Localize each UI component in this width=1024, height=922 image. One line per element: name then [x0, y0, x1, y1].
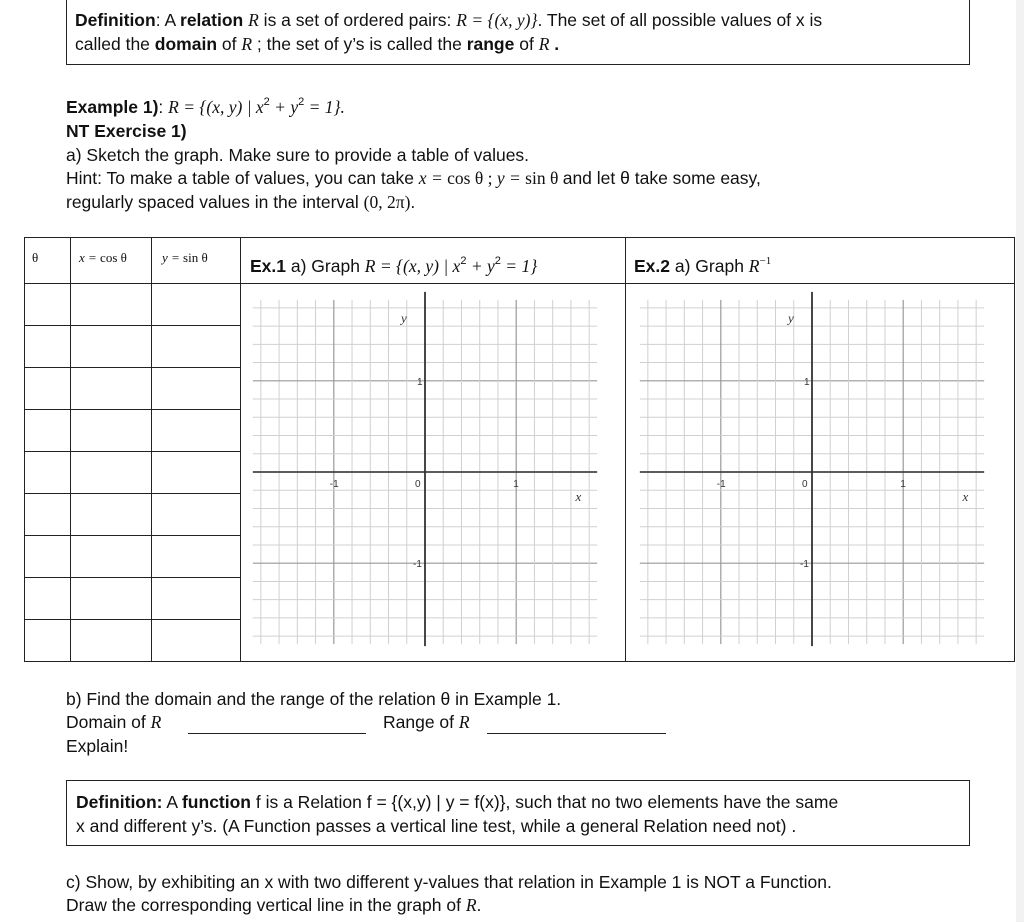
part-b: b) Find the domain and the range of the relation θ in Example 1. [66, 689, 562, 709]
exercise-title: NT Exercise 1) [66, 121, 187, 141]
tick-label-x-1: 1 [513, 479, 519, 490]
table-cell-y[interactable] [151, 619, 240, 661]
text: Draw the corresponding vertical line in the graph of [66, 895, 466, 915]
definition-function-line2: x and different y’s. (A Function passes a vertical line test, while a general Relation need not) . [76, 816, 797, 836]
table-cell-x[interactable] [70, 535, 151, 577]
header-y-sin [162, 247, 208, 269]
part-c-line2 [66, 894, 481, 916]
graph-ex2[interactable] [626, 284, 1013, 660]
text: of [514, 34, 539, 54]
tick-label-y-1: 1 [804, 376, 810, 388]
ex2-label: Ex.2 [634, 256, 670, 276]
part-c-line1: c) Show, by exhibiting an x with two different y-values that relation in Example 1 is NOT a Function. [66, 872, 832, 892]
text: : A [155, 10, 181, 30]
table-cell-y[interactable] [151, 367, 240, 409]
math: y = [162, 250, 184, 265]
math: + y [466, 256, 495, 276]
exercise-hint-line2 [66, 191, 415, 213]
exponent: −1 [759, 255, 772, 267]
table-cell-x[interactable] [70, 451, 151, 493]
text: . The set of all possible values of x is [537, 10, 823, 30]
text: f is a Relation f = {(x,y) | y = f(x)}, such that no two elements have the same [251, 792, 839, 812]
definition-relation-line2 [75, 33, 559, 55]
text: is a set of ordered pairs: [258, 10, 457, 30]
header-x-cos [79, 247, 127, 269]
exponent: 2 [298, 96, 305, 108]
math: y = [496, 168, 526, 188]
text: . [549, 34, 560, 54]
math-set: R = {(x, y)} [456, 10, 538, 30]
table-cell-x[interactable] [70, 283, 151, 325]
y-axis-label: y [788, 310, 794, 326]
range-answer-blank[interactable] [487, 733, 666, 734]
table-cell-x[interactable] [70, 409, 151, 451]
text: called the [75, 34, 155, 54]
x-axis-label: x [575, 489, 582, 504]
math: sin θ [525, 168, 563, 188]
explain-label: Explain! [66, 736, 129, 756]
table-cell-y[interactable] [151, 451, 240, 493]
text: Hint: To make a table of values, you can take [66, 168, 419, 188]
table-cell-y[interactable] [151, 409, 240, 451]
definition-function-line1 [76, 791, 838, 813]
table-cell-x[interactable] [70, 325, 151, 367]
math: R = {(x, y) | x [168, 97, 264, 117]
tick-label-y-1: 1 [417, 376, 423, 388]
ex1-header [250, 255, 537, 277]
term-function: function [181, 792, 251, 812]
math: R = {(x, y) | x [364, 256, 461, 276]
math: cos θ [100, 250, 127, 265]
ex1-label: Ex.1 [250, 256, 286, 276]
text: regularly spaced values in the interval [66, 192, 364, 212]
table-cell-theta[interactable] [24, 367, 70, 409]
text: : [158, 97, 169, 117]
text: . [476, 895, 482, 915]
math: x = [418, 168, 448, 188]
table-cell-y[interactable] [151, 535, 240, 577]
tick-label-x-neg1: -1 [329, 479, 339, 490]
term-domain: domain [154, 34, 218, 54]
table-cell-theta[interactable] [24, 451, 70, 493]
table-cell-y[interactable] [151, 283, 240, 325]
table-cell-y[interactable] [151, 493, 240, 535]
math: = 1}. [304, 97, 345, 117]
example-label: Example 1) [66, 97, 159, 117]
table-cell-x[interactable] [70, 619, 151, 661]
text: a) Graph [670, 256, 749, 276]
math: cos θ ; [447, 168, 497, 188]
example-1 [66, 96, 345, 118]
graph-ex1[interactable] [240, 284, 625, 660]
domain-label [66, 711, 161, 733]
tick-label-y-neg1: -1 [413, 559, 422, 571]
table-cell-theta[interactable] [24, 535, 70, 577]
definition-label: Definition: [76, 792, 163, 812]
table-cell-theta[interactable] [24, 619, 70, 661]
tick-label-y-neg1: -1 [800, 559, 809, 571]
table-cell-theta[interactable] [24, 493, 70, 535]
definition-relation-line1 [75, 9, 822, 31]
x-axis-label: x [962, 489, 969, 504]
tick-label-origin: 0 [802, 479, 808, 490]
math-R: R [465, 895, 477, 915]
exercise-hint [66, 167, 761, 189]
definition-label: Definition [75, 10, 156, 30]
table-cell-theta[interactable] [24, 325, 70, 367]
table-cell-theta[interactable] [24, 577, 70, 619]
text: . [410, 192, 416, 212]
ex2-header [634, 255, 771, 277]
domain-answer-blank[interactable] [188, 733, 366, 734]
math: sin θ [183, 250, 208, 265]
table-cell-x[interactable] [70, 577, 151, 619]
text: a) Graph [286, 256, 365, 276]
math: + y [269, 97, 299, 117]
table-cell-y[interactable] [151, 577, 240, 619]
math: = 1} [500, 256, 538, 276]
math: x = [79, 250, 101, 265]
page-edge [1016, 0, 1024, 922]
term-range: range [466, 34, 515, 54]
math-R: R [458, 712, 470, 732]
math-R: R [248, 10, 259, 30]
header-theta: θ [32, 250, 39, 265]
table-cell-theta[interactable] [24, 283, 70, 325]
text: A [162, 792, 182, 812]
text: Range of [383, 712, 459, 732]
exercise-part-a: a) Sketch the graph. Make sure to provide a table of values. [66, 145, 530, 165]
tick-label-origin: 0 [415, 479, 421, 490]
table-cell-x[interactable] [70, 367, 151, 409]
table-cell-x[interactable] [70, 493, 151, 535]
y-axis-label: y [401, 310, 407, 326]
text: ; the set of y’s is called the [252, 34, 467, 54]
table-cell-theta[interactable] [24, 409, 70, 451]
math: (0, 2π) [363, 192, 411, 212]
exponent: 2 [263, 96, 270, 108]
exponent: 2 [460, 255, 467, 267]
term-relation: relation [180, 10, 244, 30]
range-label [383, 711, 470, 733]
text: and let θ take some easy, [562, 168, 761, 188]
text: Domain of [66, 712, 151, 732]
math-R: R [748, 256, 760, 276]
tick-label-x-neg1: -1 [716, 479, 726, 490]
math-R: R [241, 34, 253, 54]
math-R: R [538, 34, 550, 54]
math-R: R [150, 712, 162, 732]
table-cell-y[interactable] [151, 325, 240, 367]
text: of [217, 34, 242, 54]
tick-label-x-1: 1 [900, 479, 906, 490]
exponent: 2 [494, 255, 501, 267]
